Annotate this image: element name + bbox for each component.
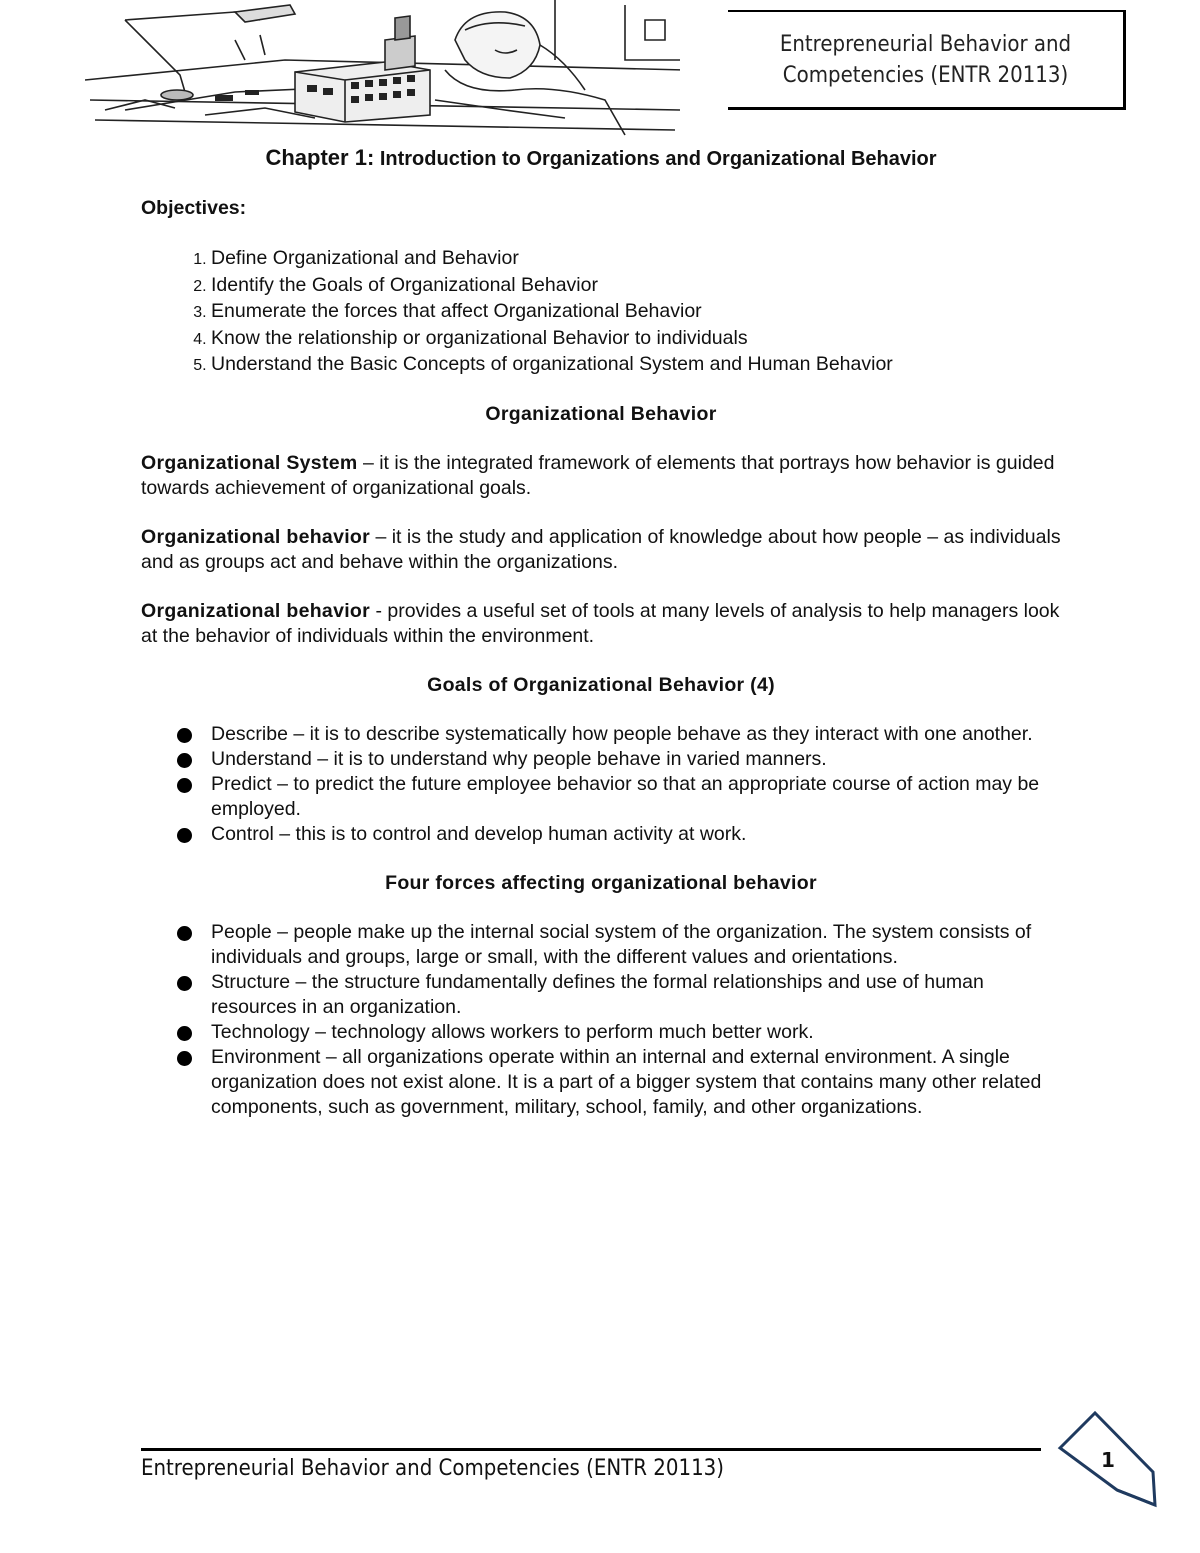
goals-list — [141, 722, 1061, 847]
chapter-heading: Introduction to Organizations and Organizational Behavior — [379, 148, 937, 170]
forces-section-title: Four forces affecting organizational behavior — [385, 871, 817, 894]
bullet-icon — [177, 728, 192, 743]
goal-item — [211, 772, 1061, 822]
definition-text: – it is the study and application of knowledge about how people – as individuals and as groups act and behave within the organizations. — [141, 525, 1061, 573]
bullet-icon — [177, 753, 192, 768]
forces-list — [141, 920, 1061, 1120]
definition-organizational-system — [141, 451, 1061, 501]
chapter-title — [141, 145, 1061, 172]
definition-term: Organizational behavior — [141, 525, 371, 548]
goals-section-title: Goals of Organizational Behavior (4) — [427, 673, 775, 696]
force-item — [211, 970, 1061, 1020]
course-title-text: Entrepreneurial Behavior and Competencies (ENTR 20113) — [779, 31, 1072, 88]
bullet-icon — [177, 828, 192, 843]
force-item — [211, 920, 1061, 970]
force-text: Technology – technology allows workers to perform much better work. — [211, 1020, 814, 1043]
footer-course-title: Entrepreneurial Behavior and Competencies (ENTR 20113) — [141, 1456, 724, 1481]
goal-text: Understand – it is to understand why people behave in varied manners. — [211, 747, 827, 770]
definition-organizational-behavior-tools — [141, 599, 1061, 649]
definition-term: Organizational behavior — [141, 599, 371, 622]
objectives-label: Objectives: — [141, 197, 247, 219]
bullet-icon — [177, 926, 192, 941]
objective-item: 2. Identify the Goals of Organizational Behavior — [211, 272, 1061, 299]
goal-text: Predict – to predict the future employee behavior so that an appropriate course of action may be employed. — [211, 772, 1040, 820]
definition-organizational-behavior — [141, 525, 1061, 575]
definition-term: Organizational System — [141, 451, 358, 474]
force-item — [211, 1020, 1061, 1045]
force-text: Environment – all organizations operate within an internal and external environment. A single organization does not exist alone. It is a part of a bigger system that contains many other related components, such as government, military, school, family, and other organizations. — [211, 1045, 1042, 1118]
bullet-icon — [177, 778, 192, 793]
objectives-list — [141, 245, 1061, 378]
header-illustration — [85, 0, 680, 138]
force-item — [211, 1045, 1061, 1120]
goal-text: Control – this is to control and develop human activity at work. — [211, 822, 747, 845]
definition-text: – it is the integrated framework of elements that portrays how behavior is guided towards achievement of organizational goals. — [141, 451, 1055, 499]
objective-item: 3. Enumerate the forces that affect Organizational Behavior — [211, 298, 1061, 325]
page-number: 1 — [1101, 1448, 1115, 1472]
document-body — [141, 140, 1061, 1120]
footer-rule — [141, 1448, 1041, 1451]
ob-section-title: Organizational Behavior — [485, 402, 717, 425]
force-text: Structure – the structure fundamentally defines the formal relationships and use of human resources in an organization. — [211, 970, 984, 1018]
goal-item — [211, 822, 1061, 847]
course-title-box — [728, 10, 1126, 110]
goal-item — [211, 722, 1061, 747]
goal-item — [211, 747, 1061, 772]
force-text: People – people make up the internal social system of the organization. The system consists of individuals and groups, large or small, with the different values and orientations. — [211, 920, 1032, 968]
goal-text: Describe – it is to describe systematically how people behave as they interact with one another. — [211, 722, 1033, 745]
chapter-prefix: Chapter 1: — [265, 145, 375, 170]
bullet-icon — [177, 976, 192, 991]
objective-item: 5. Understand the Basic Concepts of organizational System and Human Behavior — [211, 351, 1061, 378]
bullet-icon — [177, 1051, 192, 1066]
bullet-icon — [177, 1026, 192, 1041]
objective-item: 1. Define Organizational and Behavior — [211, 245, 1061, 272]
objective-item: 4. Know the relationship or organizational Behavior to individuals — [211, 325, 1061, 352]
definition-text: - provides a useful set of tools at many levels of analysis to help managers look at the behavior of individuals within the environment. — [141, 599, 1060, 647]
